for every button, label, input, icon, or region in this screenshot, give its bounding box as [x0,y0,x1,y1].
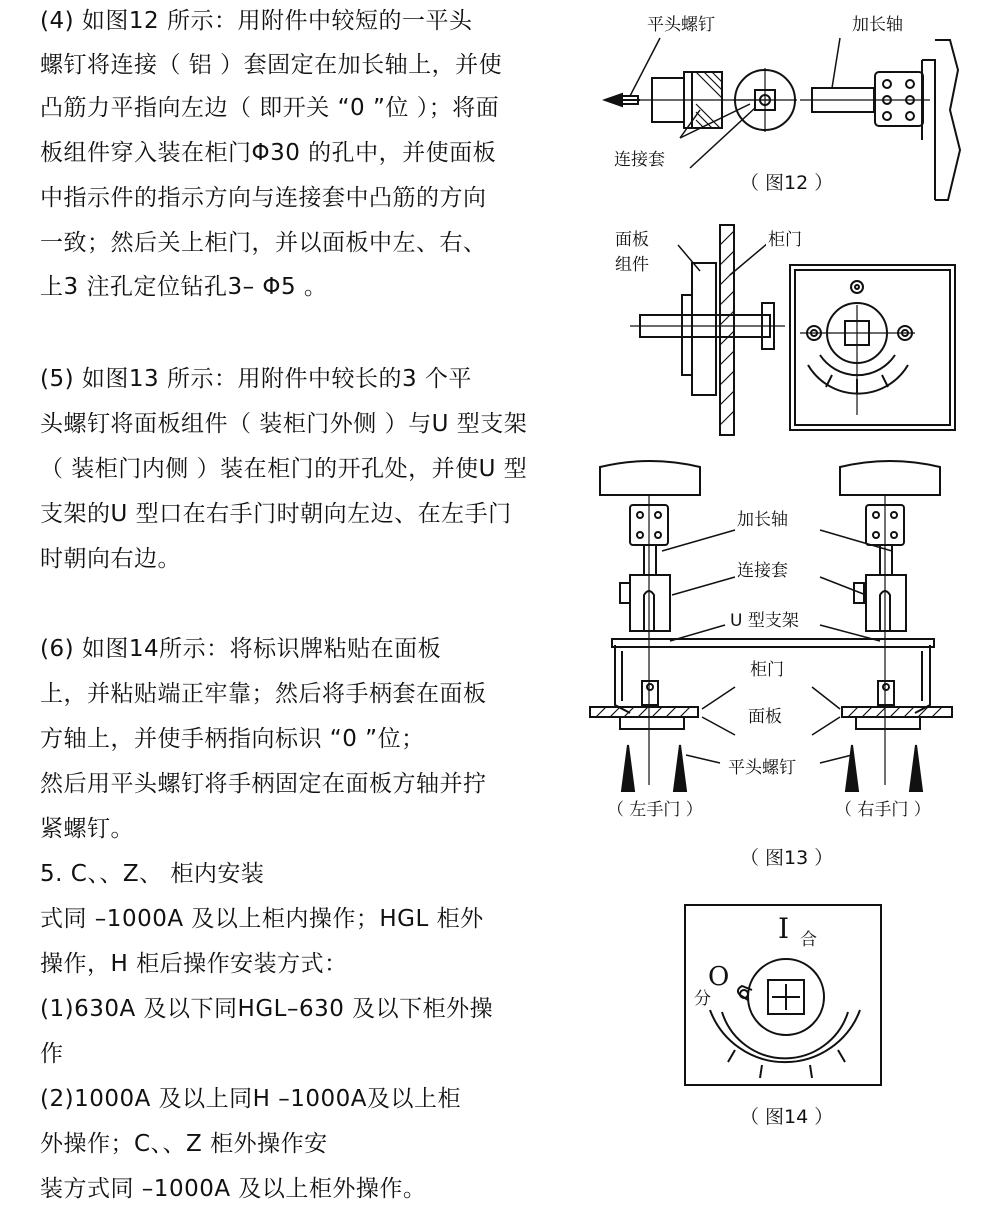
fig14-caption: （ 图14 ） [740,1106,834,1128]
p6-line-5: 紧螺钉。 [40,816,134,842]
p4-line-5: 中指示件的指示方向与连接套中凸筋的方向 [40,185,487,211]
p4-line-1: (4) 如图12 所示：用附件中较短的一平头 [40,8,473,34]
p4-line-4: 板组件穿入装在柜门Φ30 的孔中，并使面板 [40,140,497,166]
fig13-label-shaft: 加长轴 [735,505,790,530]
fig13-label-right-door: （ 右手门 ） [835,800,931,820]
p4-line-3: 凸筋力平指向左边（ 即开关 “0 ”位 ）；将面 [40,95,500,121]
s5-line-6: (2)1000A 及以上同H –1000A及以上柜 [40,1086,462,1112]
fig12-label-sleeve: 连接套 [612,145,667,170]
fig13-caption: （ 图13 ） [740,847,834,869]
s5-line-5: 作 [40,1041,64,1067]
fig13-label-door: 柜门 [748,655,786,680]
s5-line-8: 装方式同 –1000A 及以上柜外操作。 [40,1176,427,1202]
fig12-caption: （ 图12 ） [740,172,834,194]
p6-line-3: 方轴上，并使手柄指向标识 “0 ”位； [40,726,425,752]
p6-line-2: 上，并粘贴端正牢靠；然后将手柄套在面板 [40,681,487,707]
s5-line-4: (1)630A 及以下同HGL–630 及以下柜外操 [40,996,494,1022]
s5-line-3: 操作，H 柜后操作安装方式： [40,951,348,977]
fig13-label-sleeve: 连接套 [735,556,790,581]
fig12-label-screw: 平头螺钉 [645,10,717,35]
fig13-label-left-door: （ 左手门 ） [607,800,703,820]
s5-line-2: 式同 –1000A 及以上柜内操作；HGL 柜外 [40,906,484,932]
fig14-mark-off: O [708,962,730,992]
fig12-label-shaft: 加长轴 [850,10,905,35]
door-label: 柜门 [766,225,804,250]
p4-line-7: 上3 注孔定位钻孔3– Φ5 。 [40,274,328,300]
fig13-label-screw: 平头螺钉 [726,753,798,778]
p5-line-1: (5) 如图13 所示：用附件中较长的3 个平 [40,366,472,392]
fig13-label-panel: 面板 [748,707,782,727]
s5-line-7: 外操作；C、、Z 柜外操作安 [40,1131,328,1157]
p5-line-4: 支架的U 型口在右手门时朝向左边、在左手门 [40,501,512,527]
fig13-label-bracket: U 型支架 [728,606,801,631]
p4-line-6: 一致；然后关上柜门，并以面板中左、右、 [40,230,487,256]
panel-label-line1: 面板 [613,225,651,250]
p5-line-2: 头螺钉将面板组件（ 装柜门外侧 ）与U 型支架 [40,411,528,437]
p6-line-4: 然后用平头螺钉将手柄固定在面板方轴并拧 [40,771,487,797]
fig14-mark-on-text: 合 [800,930,817,950]
fig14-mark-on: I [778,912,790,945]
p6-line-1: (6) 如图14所示：将标识牌粘贴在面板 [40,636,442,662]
s5-line-1: 5. C、、Z、 柜内安装 [40,861,265,887]
p5-line-3: （ 装柜门内侧 ）装在柜门的开孔处，并使U 型 [40,456,528,482]
panel-label-line2: 组件 [613,250,651,275]
p5-line-5: 时朝向右边。 [40,546,181,572]
fig14-mark-off-text: 分 [694,989,711,1009]
p4-line-2: 螺钉将连接（ 铝 ）套固定在加长轴上，并使 [40,52,503,78]
